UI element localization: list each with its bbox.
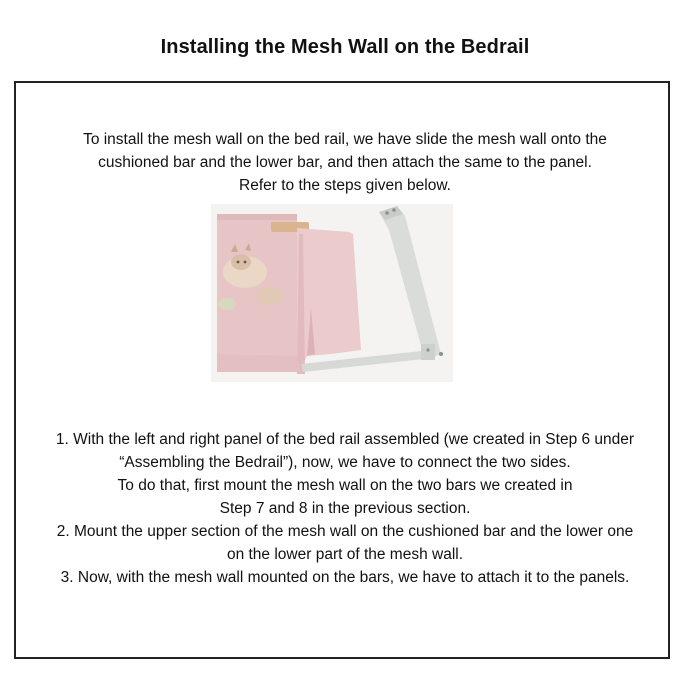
intro-text — [40, 128, 650, 197]
mesh-wall-illustration — [211, 204, 453, 382]
page-title: Installing the Mesh Wall on the Bedrail — [160, 36, 530, 58]
rail-screw — [439, 352, 443, 356]
step-1-line: 1. With the left and right panel of the bed rail assembled (we created in Step 6 under — [55, 431, 635, 448]
rail-screw — [392, 208, 396, 212]
step-2-line: on the lower part of the mesh wall. — [226, 546, 464, 563]
step-2-line: 2. Mount the upper section of the mesh wall on the cushioned bar and the lower one — [56, 523, 634, 540]
mesh-wall-front — [297, 228, 361, 372]
lower-bar-bracket — [421, 344, 435, 360]
intro-line: cushioned bar and the lower bar, and then attach the same to the panel. — [98, 154, 592, 171]
step-3-line: 3. Now, with the mesh wall mounted on the bars, we have to attach it to the panels. — [60, 569, 630, 586]
steps-text — [28, 428, 662, 589]
rail-screw — [426, 348, 429, 351]
rail-panel-vertical — [379, 206, 441, 360]
mesh-lower-flap — [217, 354, 301, 372]
intro-line: Refer to the steps given below. — [239, 177, 451, 194]
step-1-line: “Assembling the Bedrail”), now, we have to connect the two sides. — [119, 454, 571, 471]
mesh-wall-photo — [211, 204, 453, 382]
rail-screw — [385, 211, 389, 215]
step-1-line: Step 7 and 8 in the previous section. — [219, 500, 471, 517]
mesh-panel-top-seam — [217, 214, 297, 220]
step-1-line: To do that, first mount the mesh wall on the two bars we created in — [117, 477, 573, 494]
intro-line: To install the mesh wall on the bed rail, we have slide the mesh wall onto the — [83, 131, 607, 148]
